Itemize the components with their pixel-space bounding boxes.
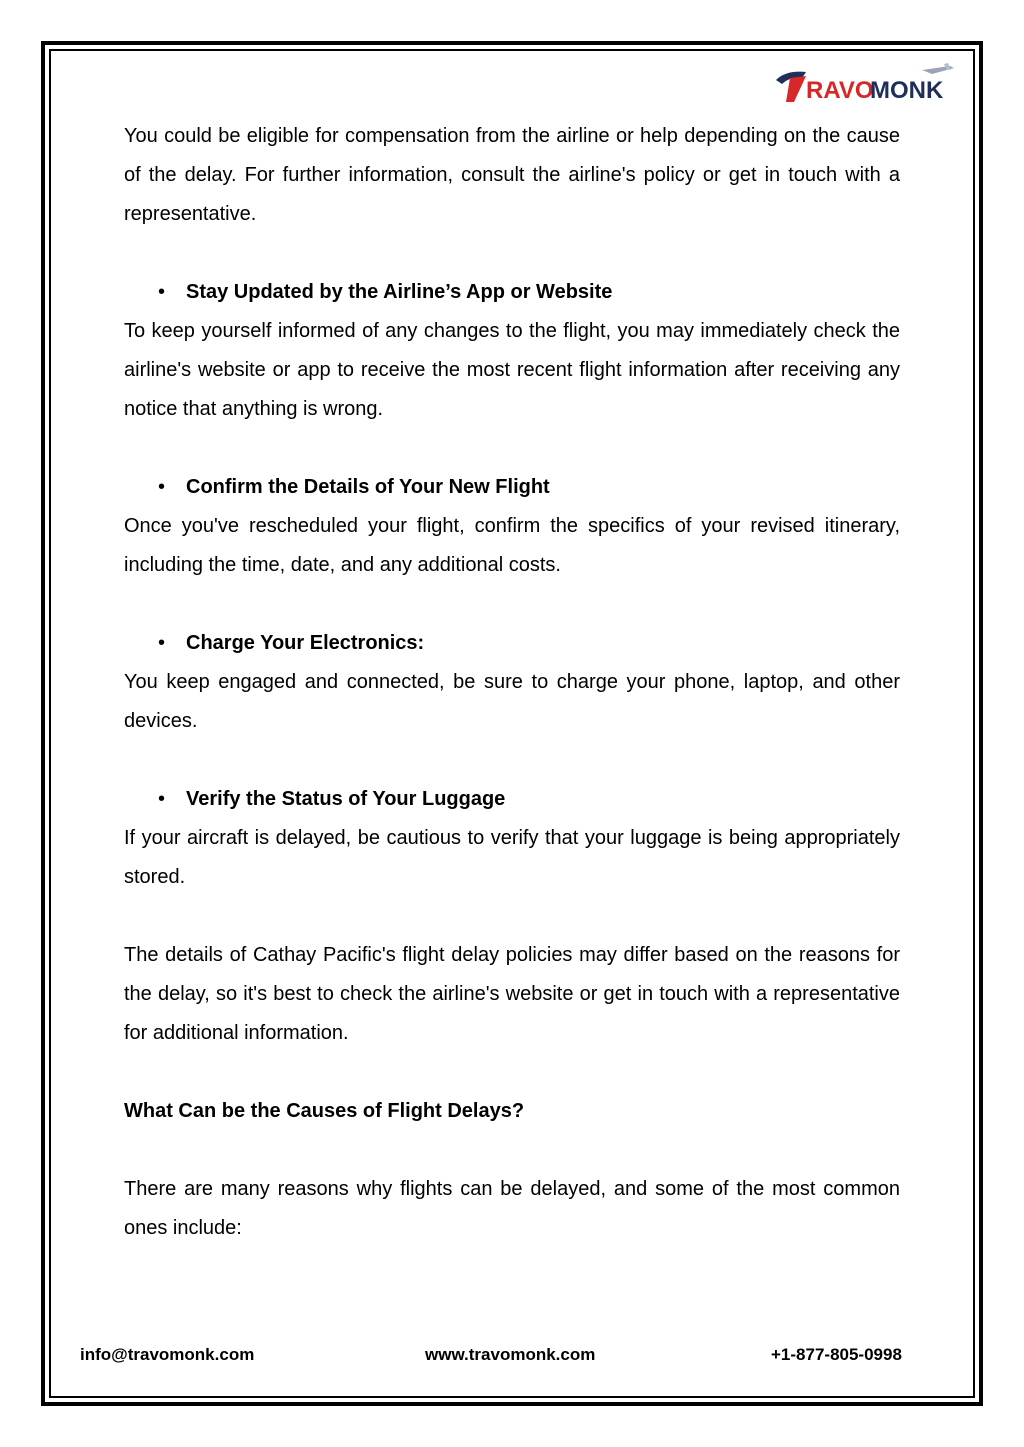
causes-intro-paragraph: There are many reasons why flights can be delayed, and some of the most common ones include:	[124, 1178, 900, 1239]
page-footer	[0, 1345, 1024, 1369]
intro-paragraph: You could be eligible for compensation from the airline or help depending on the cause of the delay. For further information, consult the airline's policy or get in touch with a representative.	[124, 125, 900, 225]
bullet-heading-stay-updated: • Stay Updated by the Airline’s App or Website	[124, 273, 900, 312]
section-body-stay-updated: To keep yourself informed of any changes to the flight, you may immediately check the airline's website or app to receive the most recent flight information after receiving any notice that anything is wrong.	[124, 320, 900, 420]
logo-text-red: RAVO	[806, 77, 874, 104]
document-body	[124, 117, 900, 1248]
bullet-icon: •	[158, 476, 166, 498]
section-body-confirm-details: Once you've rescheduled your flight, confirm the specifics of your revised itinerary, including the time, date, and any additional costs.	[124, 515, 900, 576]
causes-heading: What Can be the Causes of Flight Delays?	[124, 1100, 525, 1122]
bullet-heading-verify-luggage: • Verify the Status of Your Luggage	[124, 780, 900, 819]
footer-email-link[interactable]: info@travomonk.com	[80, 1345, 255, 1364]
footer-phone-link[interactable]: +1-877-805-0998	[771, 1345, 902, 1364]
policy-note-paragraph: The details of Cathay Pacific's flight delay policies may differ based on the reasons for the delay, so it's best to check the airline's website or get in touch with a representative for additional information.	[124, 944, 900, 1044]
section-body-verify-luggage: If your aircraft is delayed, be cautious to verify that your luggage is being appropriately stored.	[124, 827, 900, 888]
bullet-icon: •	[158, 281, 166, 303]
bullet-icon: •	[158, 788, 166, 810]
section-body-charge-electronics: You keep engaged and connected, be sure to charge your phone, laptop, and other devices.	[124, 671, 900, 732]
bullet-heading-confirm-details: • Confirm the Details of Your New Flight	[124, 468, 900, 507]
travomonk-logo	[772, 62, 957, 106]
bullet-heading-charge-electronics: • Charge Your Electronics:	[124, 624, 900, 663]
logo-text-dark: MONK	[870, 77, 944, 104]
footer-website-link[interactable]: www.travomonk.com	[425, 1345, 596, 1364]
bullet-icon: •	[158, 632, 166, 654]
